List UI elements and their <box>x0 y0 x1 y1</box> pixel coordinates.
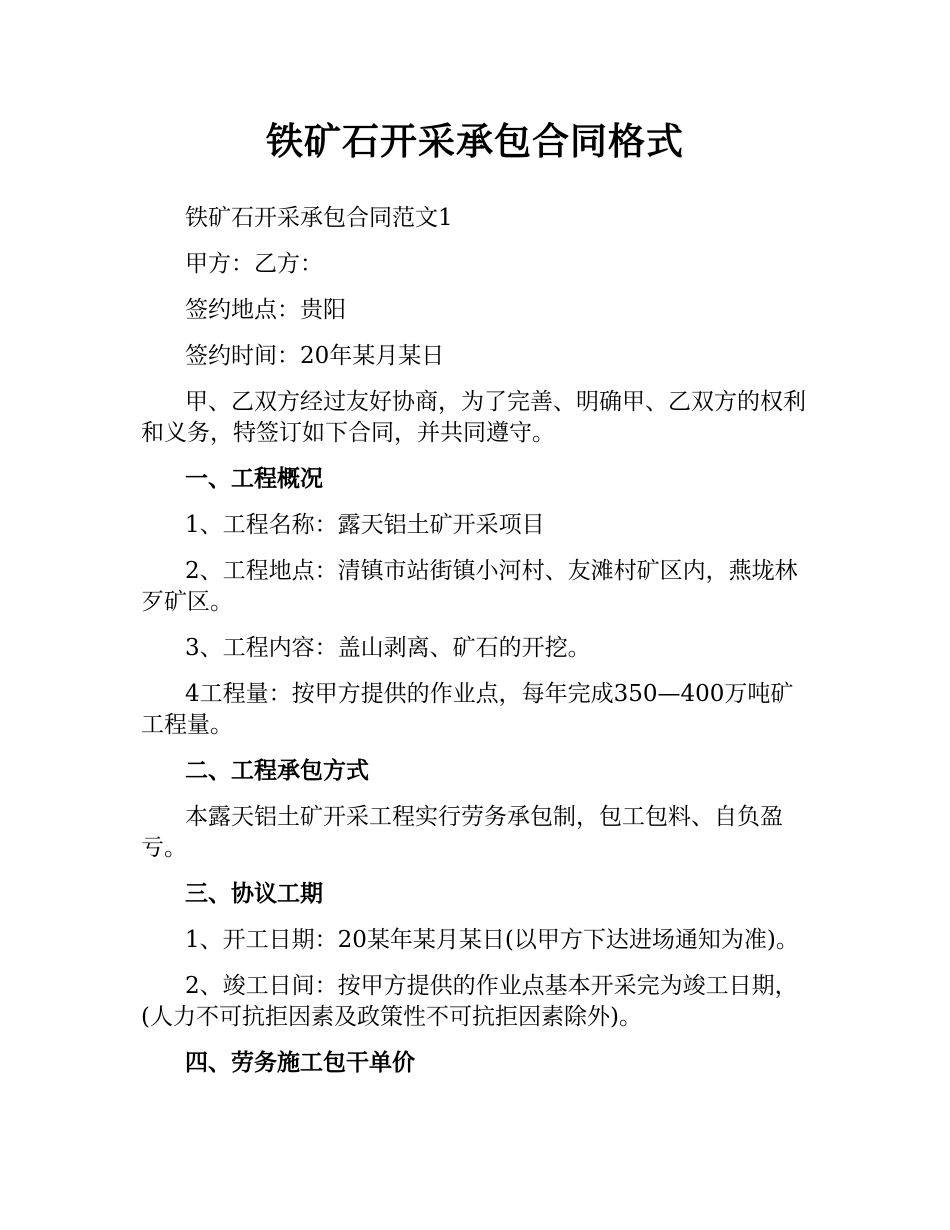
section-heading-unit-price: 四、劳务施工包干单价 <box>185 1050 415 1076</box>
contract-method-text: 本露天铝土矿开采工程实行劳务承包制，包工包料、自负盈亏。 <box>141 804 783 861</box>
parties-line: 甲方：乙方： <box>185 251 323 277</box>
completion-date: 2、竣工日间：按甲方提供的作业点基本开采完为竣工日期，(人力不可抗拒因素及政策性不可抗拒因素除外)。 <box>141 973 798 1030</box>
start-date: 1、开工日期：20某年某月某日(以甲方下达进场通知为准)。 <box>185 927 799 953</box>
project-name: 1、工程名称：露天铝土矿开采项目 <box>185 512 545 538</box>
section-heading-project-overview: 一、工程概况 <box>185 466 323 492</box>
preamble: 甲、乙双方经过友好协商，为了完善、明确甲、乙双方的权利和义务，特签订如下合同，并共同遵守。 <box>141 389 806 446</box>
project-quantity: 4工程量：按甲方提供的作业点，每年完成350—400万吨矿工程量。 <box>141 681 794 738</box>
project-location: 2、工程地点：清镇市站街镇小河村、友滩村矿区内，燕垅林歹矿区。 <box>141 558 798 615</box>
signing-place: 签约地点：贵阳 <box>185 297 346 323</box>
section-heading-contract-method: 二、工程承包方式 <box>185 758 369 784</box>
project-content: 3、工程内容：盖山剥离、矿石的开挖。 <box>185 635 591 661</box>
section-heading-schedule: 三、协议工期 <box>185 881 323 907</box>
document-body <box>141 203 809 1094</box>
contract-subtitle: 铁矿石开采承包合同范文1 <box>185 205 453 231</box>
signing-time: 签约时间：20年某月某日 <box>185 343 445 369</box>
document-title: 铁矿石开采承包合同格式 <box>266 120 684 163</box>
